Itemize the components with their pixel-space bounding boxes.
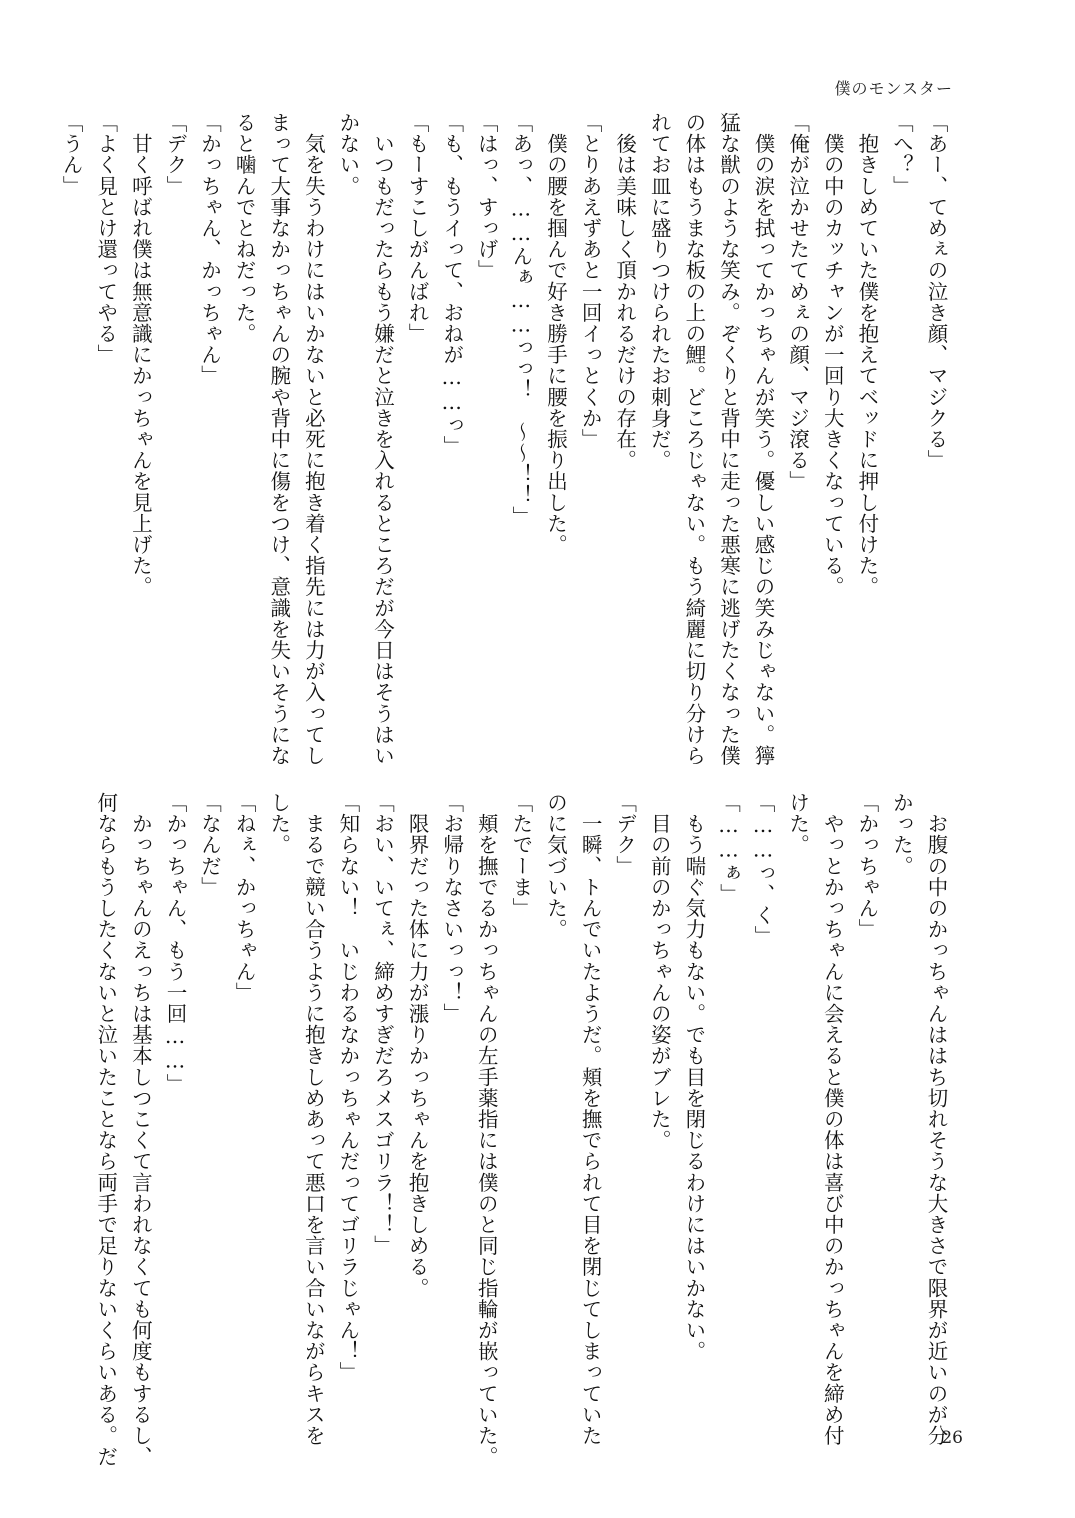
running-header: 僕のモンスター (834, 79, 953, 98)
text-line: 僕の腰を掴んで好き勝手に腰を振り出した。 (543, 112, 568, 556)
text-line: 「なんだ」 (197, 792, 222, 898)
text-line: 「うん」 (59, 112, 84, 197)
text-line: 「かっちゃん」 (854, 792, 879, 940)
text-line: かない。 (335, 112, 360, 197)
text-line: 「へ？」 (889, 112, 914, 197)
text-line: 「ねぇ、かっちゃん」 (232, 792, 257, 1003)
text-line: の体はもうまな板の上の鯉。どころじゃない。もう綺麗に切り分けら (681, 112, 706, 767)
text-line: 「……ぁ」 (716, 792, 741, 905)
text-block-upper (59, 112, 953, 767)
text-line: 気を失うわけにはいかないと必死に抱き着く指先には力が入ってし (301, 112, 326, 767)
text-line: 後は美味しく頂かれるだけの存在。 (612, 112, 637, 471)
text-line: 「よく見とけ還ってやる」 (93, 112, 118, 366)
text-line: お腹の中のかっちゃんははち切れそうな大きさで限界が近いのが分 (924, 792, 948, 1447)
text-line: のに気づいた。 (543, 792, 568, 940)
text-line: 「かっちゃん、もう一回……」 (162, 792, 187, 1095)
text-line: 「はっ、すっげ」 (474, 112, 499, 281)
text-line: 「も、もうイって、おねが……っ」 (439, 112, 464, 457)
text-line: 限界だった体に力が漲りかっちゃんを抱きしめる。 (405, 792, 430, 1299)
text-line: もう喘ぐ気力もない。でも目を閉じるわけにはいかない。 (681, 792, 706, 1362)
text-line: 「デク」 (612, 792, 637, 877)
text-line: 「デク」 (162, 112, 187, 197)
text-line: やっとかっちゃんに会えると僕の体は喜び中のかっちゃんを締め付 (820, 792, 845, 1447)
text-line: 頬を撫でるかっちゃんの左手薬指には僕のと同じ指輪が嵌っていた。 (474, 792, 499, 1468)
page-number: 26 (941, 1428, 963, 1448)
text-line: 「あー、てめぇの泣き顔、マジクる」 (924, 112, 948, 471)
text-line: 「おい、いてぇ、締めすぎだろメスゴリラ！！」 (370, 792, 395, 1257)
text-line: 猛な獣のような笑み。ぞくりと背中に走った悪寒に逃げたくなった僕 (716, 112, 741, 767)
text-line: まって大事なかっちゃんの腕や背中に傷をつけ、意識を失いそうにな (266, 112, 291, 767)
text-line: 抱きしめていた僕を抱えてベッドに押し付けた。 (854, 112, 879, 598)
text-line: 「あっ、……んぁ……っっ！ 〜〜！！」 (508, 112, 533, 527)
text-line: まるで競い合うように抱きしめあって悪口を言い合いながらキスを (301, 792, 326, 1447)
text-line: 僕の中のカッチャンが一回り大きくなっている。 (820, 112, 845, 598)
text-line: 「かっちゃん、かっちゃん」 (197, 112, 222, 387)
text-line: 「もーすこしがんばれ」 (405, 112, 430, 345)
text-line: 「お帰りなさいっっ！」 (439, 792, 464, 1025)
text-line: 「……っ、く」 (751, 792, 776, 947)
text-line: れてお皿に盛りつけられたお刺身だ。 (647, 112, 672, 471)
text-line: 甘く呼ばれ僕は無意識にかっちゃんを見上げた。 (128, 112, 153, 598)
text-line: 僕の涙を拭ってかっちゃんが笑う。優しい感じの笑みじゃない。獰 (751, 112, 776, 767)
text-line: 一瞬、トんでいたようだ。頬を撫でられて目を閉じてしまっていた (578, 792, 603, 1447)
text-line: 「知らない！ いじわるなかっちゃんだってゴリラじゃん！」 (335, 792, 360, 1383)
text-line: かった。 (889, 792, 914, 877)
text-line: かっちゃんのえっちは基本しつこくて言われなくても何度もするし、 (128, 792, 153, 1468)
text-line: ると噛んでとねだった。 (232, 112, 257, 345)
text-line: 「俺が泣かせたてめぇの顔、マジ滾る」 (785, 112, 810, 492)
text-line: 「たでーま」 (508, 792, 533, 919)
text-line: いつもだったらもう嫌だと泣きを入れるところだが今日はそうはい (370, 112, 395, 767)
text-line: した。 (266, 792, 291, 856)
text-line: けた。 (785, 792, 810, 856)
text-line: 何ならもうしたくないと泣いたことなら両手で足りないくらいある。だ (93, 792, 118, 1468)
text-line: 「とりあえずあと一回イっとくか」 (578, 112, 603, 450)
text-line: 目の前のかっちゃんの姿がブレた。 (647, 792, 672, 1151)
